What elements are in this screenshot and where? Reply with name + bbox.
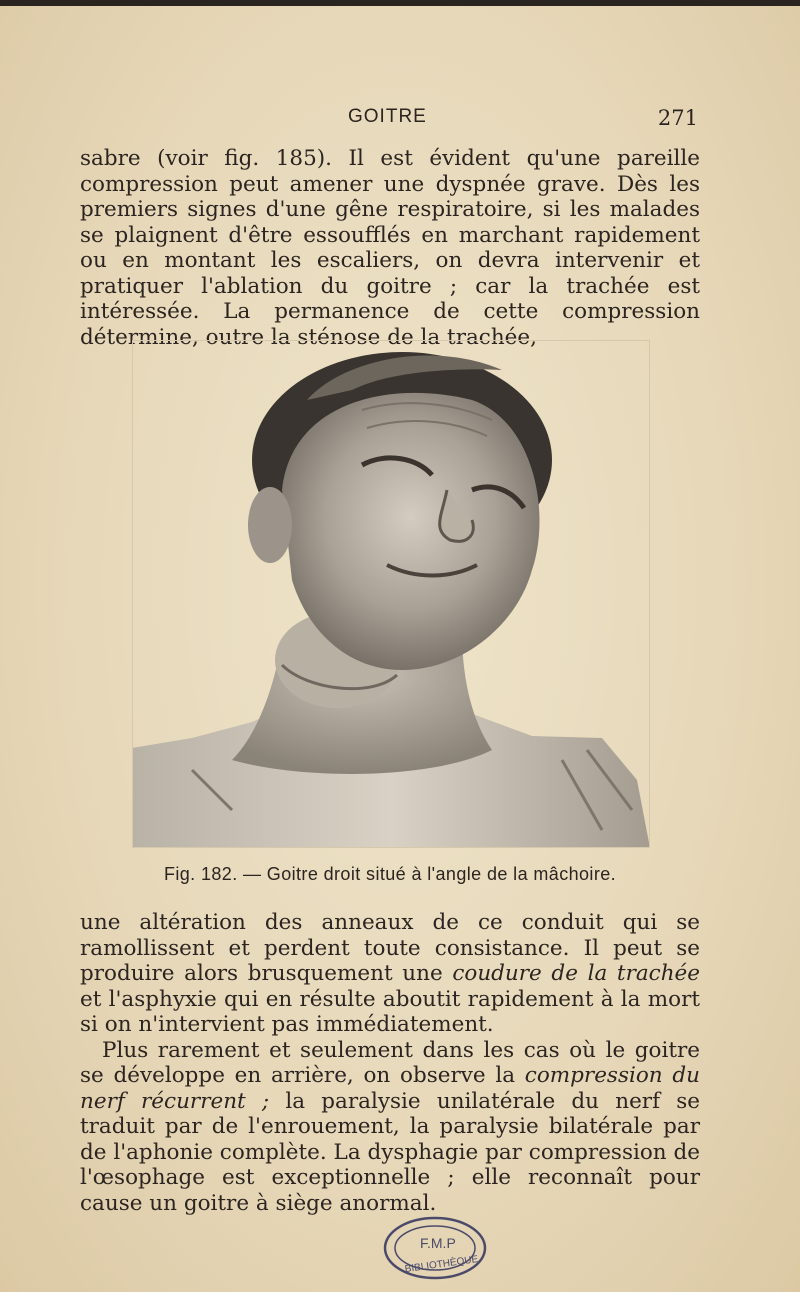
paragraph-text: la paralysie unilatérale du nerf se traduit par de l'enrouement, la paralysie bilatérale par de l'aphonie complète. La dysphagie par compression de l'œsophage est exceptionnelle ; elle reconnaît pour cause un goitre à siège anormal. [80,1088,701,1216]
figure-photograph [132,340,650,848]
paragraph-text: une altération des anneaux de ce conduit qui se ramollissent et perdent toute consistance. Il peut se produire alors brusquement une [80,910,700,986]
running-head [80,106,700,136]
portrait-illustration [132,340,650,848]
body-text-top [80,146,700,350]
paragraph-text: et l'asphyxie qui en résulte aboutit rapidement à la mort si on n'intervient pas immédiatement. [80,986,700,1037]
page-number: 271 [657,106,698,130]
italic-term: coudure de la trachée [452,961,700,986]
body-text-bottom [80,910,700,1216]
paragraph-text: Plus rarement et seulement dans les cas où le goitre se développe en arrière, on observe la [80,1037,700,1088]
svg-text:BIBLIOTHÈQUE: BIBLIOTHÈQUE [404,1253,479,1276]
running-title: GOITRE [348,106,427,127]
paragraph [80,910,700,1038]
paragraph [80,1038,700,1217]
stamp-seal-icon [380,1212,490,1284]
page-edge [0,0,800,6]
svg-text:F.M.P: F.M.P [420,1235,456,1251]
figure-caption: Fig. 182. — Goitre droit situé à l'angle de la mâchoire. [163,864,617,884]
paragraph: sabre (voir fig. 185). Il est évident qu'une pareille compression peut amener une dyspnée grave. Dès les premiers signes d'une gêne respiratoire, si les malades se plaignent d'être essoufflés en marchant rapidement ou en montant les escaliers, on devra intervenir et pratiquer l'ablation du goitre ; car la trachée est intéressée. La permanence de cette compression détermine, outre la sténose de la trachée, [80,146,700,350]
library-stamp [380,1212,490,1284]
italic-term: compression du nerf récurrent ; [80,1063,700,1114]
